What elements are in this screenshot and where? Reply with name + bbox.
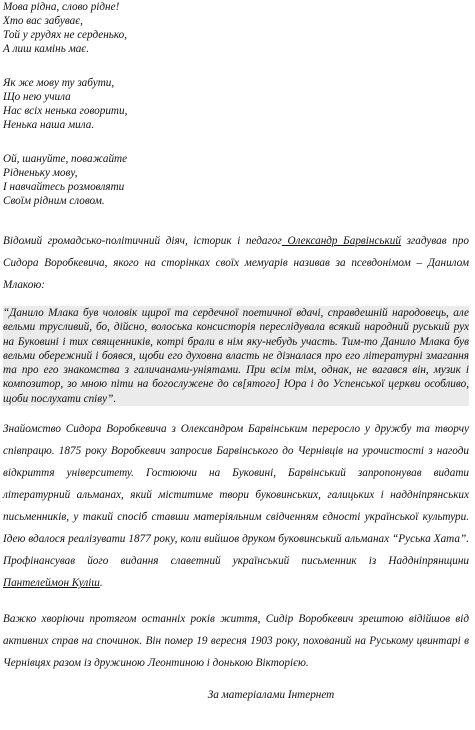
barvinsky-link[interactable]: Олександр Барвінський <box>281 235 401 247</box>
intro-text-after: згадував про Сидора Воробкевича, якого на сторінках своїх мемуарів називав за псевдонімом – Данилом Млакою: <box>3 235 469 291</box>
poem-line: Як же мову ту забути, <box>3 77 115 89</box>
paragraph-text: Знайомство Сидора Воробкевича з Олександром Барвінським переросло у дружбу та творчу співпрацю. 1875 року Воробкевич запросив Барвінського до Чернівців на урочистості з нагоди відкриття університету. Гостюючи на Буковині, Барвінський запропонував видати літературний альманах, який міститиме твори буковинських, галицьких і наддніпрянських письменників, у такий спосіб ставши матеріяльним свідченням єдності української культури. Ідею вдалося реалізувати 1877 року, коли вийшов друком буковинський альманах “Руська Хата”. Профінансував його видання славетний український письменник із Наддніпрянщини <box>3 423 469 568</box>
poem-line: Своїм рідним словом. <box>3 195 105 207</box>
poem-line: Рідненьку мову, <box>3 167 78 179</box>
poem-line: Що нею учила <box>3 91 71 103</box>
poem-line: Мова рідна, слово рідне! <box>3 1 120 13</box>
kulish-link[interactable]: Пантелеймон Куліш <box>3 577 100 590</box>
intro-text: Відомий громадсько-політичний діяч, історик і педагог <box>3 235 282 247</box>
poem-line: Хто вас забуває, <box>3 15 83 27</box>
poem-line: І навчайтесь розмовляти <box>3 181 125 193</box>
paragraph-end: . <box>99 577 103 590</box>
poem-line: А лиш камінь має. <box>3 43 89 55</box>
source-note: За матеріалами Інтернет <box>207 689 335 702</box>
memoir-quote: “Данило Млака був чоловік щирої та сердечної поетичної вдачі, справдешній народовець, але вельми трусливий, бо, дійсно, волоська консисторія переслідувала всякий народний руський рух на Буковині і тих священників, котрі брали в нім яку-небудь участь. Тим-то Данило Млака був вельми обережний і боявся, щоби его духовна власть не дізналася про его літературні змагання та про его знакомства з галичанами-уніятами. При всім тім, однак, не вагався він, музик і композитор, зо мною піти на богослужене до св[ятого] Юра і до Успенської церкви особливо, щоби послухати співу”. <box>3 307 469 405</box>
friendship-paragraph <box>3 418 469 594</box>
poem <box>3 0 469 208</box>
poem-stanza <box>3 152 469 208</box>
poem-stanza <box>3 0 469 56</box>
poem-line: Той у грудях не серденько, <box>3 29 128 41</box>
poem-stanza <box>3 76 469 132</box>
poem-line: Ненька наша мила. <box>3 119 95 131</box>
intro-paragraph <box>3 230 469 296</box>
final-paragraph: Важко хворіючи протягом останніх років життя, Сидір Воробкевич зрештою відійшов від активних справ на спочинок. Він помер 19 вересня 1903 року, похований на Руському цвинтарі в Чернівцях разом із дружиною Леонтиною і донькою Вікторією. <box>3 613 469 670</box>
poem-line: Ой, шануйте, поважайте <box>3 153 128 165</box>
poem-line: Нас всіх ненька говорити, <box>3 105 128 117</box>
